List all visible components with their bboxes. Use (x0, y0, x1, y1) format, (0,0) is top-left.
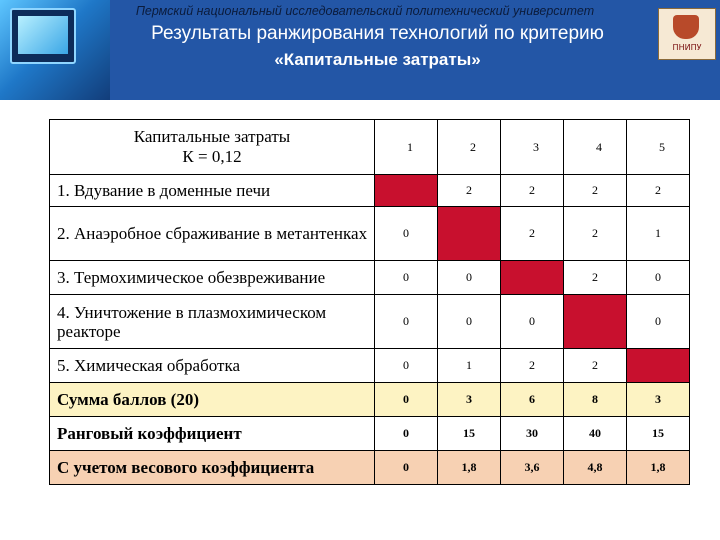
header-banner (0, 0, 720, 100)
weighted-cell: 1,8 (438, 451, 501, 485)
score-cell: 1 (627, 207, 690, 261)
sum-cell: 3 (627, 383, 690, 417)
column-header: 4 (564, 120, 627, 175)
rank-cell: 30 (501, 417, 564, 451)
slide-subtitle: «Капитальные затраты» (274, 50, 481, 69)
weighted-cell: 3,6 (501, 451, 564, 485)
sum-label: Сумма баллов (20) (50, 383, 375, 417)
rank-cell: 40 (564, 417, 627, 451)
sum-cell: 3 (438, 383, 501, 417)
score-cell: 2 (438, 175, 501, 207)
sum-cell: 0 (375, 383, 438, 417)
weighted-cell: 4,8 (564, 451, 627, 485)
table-row (50, 207, 690, 261)
column-header: 5 (627, 120, 690, 175)
score-cell: 1 (438, 349, 501, 383)
diagonal-cell (438, 207, 501, 261)
score-cell: 2 (564, 207, 627, 261)
score-cell: 0 (375, 295, 438, 349)
score-cell: 0 (627, 261, 690, 295)
diagonal-cell (501, 261, 564, 295)
technology-name: 5. Химическая обработка (50, 349, 375, 383)
header-row (50, 120, 690, 175)
footer-area (0, 522, 720, 540)
technology-name: 2. Анаэробное сбраживание в метантенках (50, 207, 375, 261)
slide-title: Результаты ранжирования технологий по критерию (151, 23, 604, 44)
diagonal-cell (564, 295, 627, 349)
score-cell: 0 (375, 207, 438, 261)
technology-name: 4. Уничтожение в плазмохимическом реакторе (50, 295, 375, 349)
weighted-cell: 1,8 (627, 451, 690, 485)
score-cell: 0 (438, 261, 501, 295)
column-header: 3 (501, 120, 564, 175)
criterion-weight: К = 0,12 (182, 147, 242, 166)
score-cell: 0 (375, 261, 438, 295)
score-cell: 0 (501, 295, 564, 349)
sum-row (50, 383, 690, 417)
score-cell: 0 (438, 295, 501, 349)
rank-label: Ранговый коэффициент (50, 417, 375, 451)
diagonal-cell (627, 349, 690, 383)
crest-icon (673, 15, 699, 39)
criterion-label: Капитальные затраты (133, 127, 291, 146)
logo-text: ПНИПУ (672, 43, 702, 52)
score-cell: 0 (627, 295, 690, 349)
weighted-row (50, 451, 690, 485)
score-cell: 2 (501, 207, 564, 261)
weighted-cell: 0 (375, 451, 438, 485)
monitor-icon (10, 8, 76, 64)
score-cell: 2 (564, 261, 627, 295)
score-cell: 2 (501, 175, 564, 207)
column-header: 1 (375, 120, 438, 175)
score-cell: 2 (564, 175, 627, 207)
rank-cell: 0 (375, 417, 438, 451)
diagonal-cell (375, 175, 438, 207)
score-cell: 2 (501, 349, 564, 383)
criterion-cell (50, 120, 375, 175)
sum-cell: 8 (564, 383, 627, 417)
column-header: 2 (438, 120, 501, 175)
table-row (50, 349, 690, 383)
weighted-label: С учетом весового коэффициента (50, 451, 375, 485)
table-row (50, 295, 690, 349)
score-cell: 2 (564, 349, 627, 383)
ranking-table (49, 119, 690, 485)
sum-cell: 6 (501, 383, 564, 417)
technology-name: 1. Вдувание в доменные печи (50, 175, 375, 207)
university-name: Пермский национальный исследовательский политехнический университет (135, 4, 595, 18)
rank-cell: 15 (438, 417, 501, 451)
university-logo (658, 8, 716, 60)
score-cell: 0 (375, 349, 438, 383)
table-row (50, 261, 690, 295)
technology-name: 3. Термохимическое обезвреживание (50, 261, 375, 295)
rank-cell: 15 (627, 417, 690, 451)
score-cell: 2 (627, 175, 690, 207)
table-row (50, 175, 690, 207)
rank-row (50, 417, 690, 451)
